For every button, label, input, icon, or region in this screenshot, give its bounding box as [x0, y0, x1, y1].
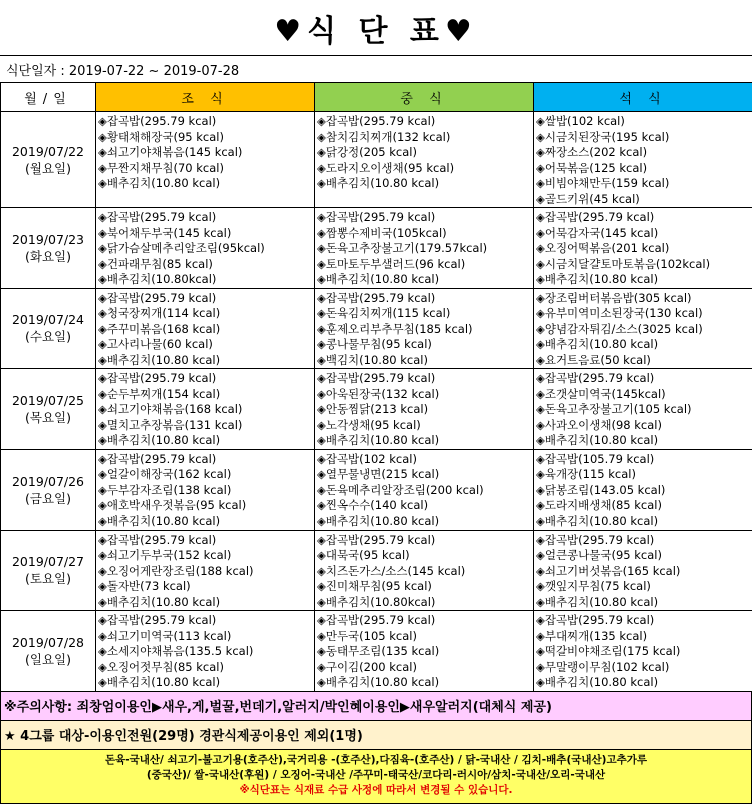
- menu-item: ◈배추김치(10.80 kcal): [536, 337, 752, 353]
- menu-item: ◈도라지배생채(85 kcal): [536, 498, 752, 514]
- menu-item: ◈비빔야채만두(159 kcal): [536, 176, 752, 192]
- menu-item: ◈잡곡밥(295.79 kcal): [317, 114, 533, 130]
- breakfast-cell: [96, 112, 315, 208]
- menu-item: ◈쇠고기두부국(152 kcal): [98, 548, 314, 564]
- menu-item: ◈잡곡밥(295.79 kcal): [98, 114, 314, 130]
- menu-day-row: [1, 288, 752, 369]
- menu-item: ◈골드키위(45 kcal): [536, 192, 752, 208]
- origin-line-1: 돈육-국내산/ 쇠고기-불고기용(호주산),국거리용 -(호주산),다짐육-(호주산) / 닭-국내산 / 김치-배추(국내산)고추가루: [1, 753, 751, 768]
- menu-item: ◈배추김치(10.80 kcal): [536, 595, 752, 611]
- menu-item: ◈잡곡밥(295.79 kcal): [98, 210, 314, 226]
- menu-item: ◈토마토두부샐러드(96 kcal): [317, 257, 533, 273]
- menu-item: ◈오징어젓무침(85 kcal): [98, 660, 314, 676]
- menu-item: ◈배추김치(10.80 kcal): [536, 433, 752, 449]
- dinner-cell: [534, 369, 752, 450]
- menu-day-row: [1, 449, 752, 530]
- menu-day-row: [1, 208, 752, 289]
- menu-item: ◈돌자반(73 kcal): [98, 579, 314, 595]
- menu-item: ◈찐옥수수(140 kcal): [317, 498, 533, 514]
- menu-item: ◈잡곡밥(295.79 kcal): [317, 533, 533, 549]
- day-cell: [1, 208, 96, 289]
- menu-item: ◈노각생채(95 kcal): [317, 418, 533, 434]
- day-weekday: (목요일): [1, 409, 95, 426]
- menu-item: ◈쇠고기미역국(113 kcal): [98, 629, 314, 645]
- menu-item: ◈배추김치(10.80 kcal): [536, 675, 752, 691]
- menu-item: ◈아욱된장국(132 kcal): [317, 387, 533, 403]
- menu-item: ◈두부감자조림(138 kcal): [98, 483, 314, 499]
- menu-item: ◈잡곡밥(295.79 kcal): [536, 371, 752, 387]
- day-date: 2019/07/26: [1, 473, 95, 490]
- menu-item: ◈치즈돈가스/소스(145 kcal): [317, 564, 533, 580]
- breakfast-cell: [96, 369, 315, 450]
- lunch-cell: [315, 208, 534, 289]
- menu-item: ◈오징어떡볶음(201 kcal): [536, 241, 752, 257]
- menu-item: ◈쇠고기야채볶음(145 kcal): [98, 145, 314, 161]
- menu-item: ◈닭강정(205 kcal): [317, 145, 533, 161]
- breakfast-cell: [96, 611, 315, 692]
- day-cell: [1, 288, 96, 369]
- lunch-cell: [315, 449, 534, 530]
- header-dinner: 석 식: [534, 83, 752, 112]
- day-date: 2019/07/24: [1, 311, 95, 328]
- menu-item: ◈닭가슴살메추리알조림(95kcal): [98, 241, 314, 257]
- menu-day-row: [1, 112, 752, 208]
- menu-item: ◈잡곡밥(295.79 kcal): [98, 291, 314, 307]
- menu-item: ◈잡곡밥(102 kcal): [317, 452, 533, 468]
- menu-item: ◈잡곡밥(295.79 kcal): [317, 371, 533, 387]
- menu-item: ◈잡곡밥(105.79 kcal): [536, 452, 752, 468]
- menu-item: ◈잡곡밥(295.79 kcal): [317, 210, 533, 226]
- menu-item: ◈잡곡밥(295.79 kcal): [98, 533, 314, 549]
- lunch-cell: [315, 288, 534, 369]
- menu-item: ◈시금치달걀토마토볶음(102kcal): [536, 257, 752, 273]
- day-date: 2019/07/22: [1, 143, 95, 160]
- menu-item: ◈배추김치(10.80 kcal): [317, 272, 533, 288]
- menu-item: ◈돈육김치찌개(115 kcal): [317, 306, 533, 322]
- menu-item: ◈고사리나물(60 kcal): [98, 337, 314, 353]
- menu-item: ◈사과오이생채(98 kcal): [536, 418, 752, 434]
- day-date: 2019/07/23: [1, 231, 95, 248]
- menu-item: ◈떡갈비야채조림(175 kcal): [536, 644, 752, 660]
- menu-item: ◈잡곡밥(295.79 kcal): [98, 613, 314, 629]
- menu-item: ◈장조림버터볶음밥(305 kcal): [536, 291, 752, 307]
- menu-item: ◈잡곡밥(295.79 kcal): [536, 613, 752, 629]
- menu-item: ◈무짠지채무침(70 kcal): [98, 161, 314, 177]
- origin-line-2: (중국산)/ 쌀-국내산(후원) / 오징어-국내산 /주꾸미-태국산/코다리-러시아/삼치-국내산/오리-국내산: [1, 768, 751, 783]
- menu-day-row: [1, 530, 752, 611]
- menu-item: ◈열무물냉면(215 kcal): [317, 467, 533, 483]
- menu-change-notice: ※식단표는 식재료 수급 사정에 따라서 변경될 수 있습니다.: [1, 783, 751, 798]
- menu-item: ◈쇠고기야채볶음(168 kcal): [98, 402, 314, 418]
- header-breakfast: 조 식: [96, 83, 315, 112]
- allergy-notice: ※주의사항: 죄창엄이용인▶새우,게,벌꿀,번데기,알러지/박인혜이용인▶새우알러지(대체식 제공): [0, 692, 752, 721]
- menu-item: ◈배추김치(10.80 kcal): [98, 514, 314, 530]
- menu-date-range: 식단일자 : 2019-07-22 ~ 2019-07-28: [0, 55, 752, 82]
- menu-item: ◈배추김치(10.80kcal): [98, 272, 314, 288]
- day-date: 2019/07/27: [1, 553, 95, 570]
- origin-info: [0, 750, 752, 804]
- header-lunch: 중 식: [315, 83, 534, 112]
- dinner-cell: [534, 530, 752, 611]
- menu-item: ◈얼갈이해장국(162 kcal): [98, 467, 314, 483]
- day-weekday: (수요일): [1, 328, 95, 345]
- menu-item: ◈훈제오리부추무침(185 kcal): [317, 322, 533, 338]
- day-date: 2019/07/28: [1, 634, 95, 651]
- menu-item: ◈짜장소스(202 kcal): [536, 145, 752, 161]
- menu-item: ◈배추김치(10.80 kcal): [98, 176, 314, 192]
- lunch-cell: [315, 112, 534, 208]
- menu-item: ◈짬뽕수제비국(105kcal): [317, 226, 533, 242]
- menu-item: ◈배추김치(10.80 kcal): [536, 272, 752, 288]
- menu-item: ◈돈육고추장불고기(105 kcal): [536, 402, 752, 418]
- dinner-cell: [534, 449, 752, 530]
- dinner-cell: [534, 611, 752, 692]
- menu-item: ◈잡곡밥(295.79 kcal): [317, 291, 533, 307]
- breakfast-cell: [96, 530, 315, 611]
- menu-item: ◈양념감자튀김/소스(3025 kcal): [536, 322, 752, 338]
- lunch-cell: [315, 611, 534, 692]
- menu-body: [1, 112, 752, 692]
- menu-item: ◈배추김치(10.80kcal): [317, 595, 533, 611]
- menu-item: ◈오징어게란장조림(188 kcal): [98, 564, 314, 580]
- menu-item: ◈배추김치(10.80 kcal): [317, 176, 533, 192]
- page-title: ♥식 단 표♥: [0, 0, 752, 55]
- lunch-cell: [315, 530, 534, 611]
- menu-item: ◈깻잎지무침(75 kcal): [536, 579, 752, 595]
- menu-item: ◈배추김치(10.80 kcal): [317, 675, 533, 691]
- menu-item: ◈돈육메추리알장조림(200 kcal): [317, 483, 533, 499]
- menu-item: ◈잡곡밥(295.79 kcal): [536, 210, 752, 226]
- dinner-cell: [534, 112, 752, 208]
- menu-item: ◈건파래무침(85 kcal): [98, 257, 314, 273]
- menu-table: [0, 82, 752, 692]
- day-cell: [1, 611, 96, 692]
- day-weekday: (금요일): [1, 490, 95, 507]
- day-weekday: (월요일): [1, 160, 95, 177]
- menu-header-row: [1, 83, 752, 112]
- menu-item: ◈참치김치찌개(132 kcal): [317, 130, 533, 146]
- menu-item: ◈황태채해장국(95 kcal): [98, 130, 314, 146]
- menu-item: ◈닭봉조림(143.05 kcal): [536, 483, 752, 499]
- menu-item: ◈시금치된장국(195 kcal): [536, 130, 752, 146]
- menu-item: ◈돈육고추장불고기(179.57kcal): [317, 241, 533, 257]
- breakfast-cell: [96, 449, 315, 530]
- menu-item: ◈유부미역미소된장국(130 kcal): [536, 306, 752, 322]
- menu-item: ◈배추김치(10.80 kcal): [98, 433, 314, 449]
- menu-item: ◈콩나물무침(95 kcal): [317, 337, 533, 353]
- menu-item: ◈청국장찌개(114 kcal): [98, 306, 314, 322]
- menu-item: ◈쌀밥(102 kcal): [536, 114, 752, 130]
- dinner-cell: [534, 208, 752, 289]
- menu-item: ◈무말랭이무침(102 kcal): [536, 660, 752, 676]
- menu-item: ◈안동찜닭(213 kcal): [317, 402, 533, 418]
- menu-item: ◈잡곡밥(295.79 kcal): [98, 371, 314, 387]
- breakfast-cell: [96, 208, 315, 289]
- menu-item: ◈배추김치(10.80 kcal): [98, 353, 314, 369]
- menu-item: ◈배추김치(10.80 kcal): [98, 675, 314, 691]
- menu-day-row: [1, 611, 752, 692]
- menu-item: ◈진미채무침(95 kcal): [317, 579, 533, 595]
- menu-item: ◈백김치(10.80 kcal): [317, 353, 533, 369]
- menu-item: ◈순두부찌개(154 kcal): [98, 387, 314, 403]
- menu-item: ◈잡곡밥(295.79 kcal): [317, 613, 533, 629]
- day-cell: [1, 530, 96, 611]
- day-cell: [1, 369, 96, 450]
- menu-item: ◈배추김치(10.80 kcal): [317, 433, 533, 449]
- menu-item: ◈애호박새우젓볶음(95 kcal): [98, 498, 314, 514]
- header-day: 월/일: [1, 83, 96, 112]
- menu-item: ◈부대찌개(135 kcal): [536, 629, 752, 645]
- menu-item: ◈잡곡밥(295.79 kcal): [536, 533, 752, 549]
- breakfast-cell: [96, 288, 315, 369]
- lunch-cell: [315, 369, 534, 450]
- group-notice: ★ 4그룹 대상-이용인전원(29명) 경관식제공이용인 제외(1명): [0, 721, 752, 750]
- menu-item: ◈구이김(200 kcal): [317, 660, 533, 676]
- menu-item: ◈육개장(115 kcal): [536, 467, 752, 483]
- menu-item: ◈잡곡밥(295.79 kcal): [98, 452, 314, 468]
- menu-item: ◈조갯살미역국(145kcal): [536, 387, 752, 403]
- dinner-cell: [534, 288, 752, 369]
- day-date: 2019/07/25: [1, 392, 95, 409]
- menu-item: ◈요거트음료(50 kcal): [536, 353, 752, 369]
- menu-day-row: [1, 369, 752, 450]
- day-cell: [1, 449, 96, 530]
- menu-item: ◈주꾸미볶음(168 kcal): [98, 322, 314, 338]
- menu-item: ◈배추김치(10.80 kcal): [536, 514, 752, 530]
- menu-item: ◈동태무조림(135 kcal): [317, 644, 533, 660]
- menu-item: ◈만두국(105 kcal): [317, 629, 533, 645]
- day-cell: [1, 112, 96, 208]
- menu-item: ◈쇠고기버섯볶음(165 kcal): [536, 564, 752, 580]
- menu-item: ◈멸치고추장볶음(131 kcal): [98, 418, 314, 434]
- menu-item: ◈소세지야채볶음(135.5 kcal): [98, 644, 314, 660]
- day-weekday: (일요일): [1, 651, 95, 668]
- day-weekday: (토요일): [1, 570, 95, 587]
- menu-item: ◈어묵볶음(125 kcal): [536, 161, 752, 177]
- menu-item: ◈북어채두부국(145 kcal): [98, 226, 314, 242]
- menu-item: ◈배추김치(10.80 kcal): [98, 595, 314, 611]
- menu-item: ◈도라지오이생채(95 kcal): [317, 161, 533, 177]
- menu-item: ◈어묵감자국(145 kcal): [536, 226, 752, 242]
- menu-item: ◈대묵국(95 kcal): [317, 548, 533, 564]
- menu-item: ◈얼큰콩나물국(95 kcal): [536, 548, 752, 564]
- day-weekday: (화요일): [1, 248, 95, 265]
- menu-item: ◈배추김치(10.80 kcal): [317, 514, 533, 530]
